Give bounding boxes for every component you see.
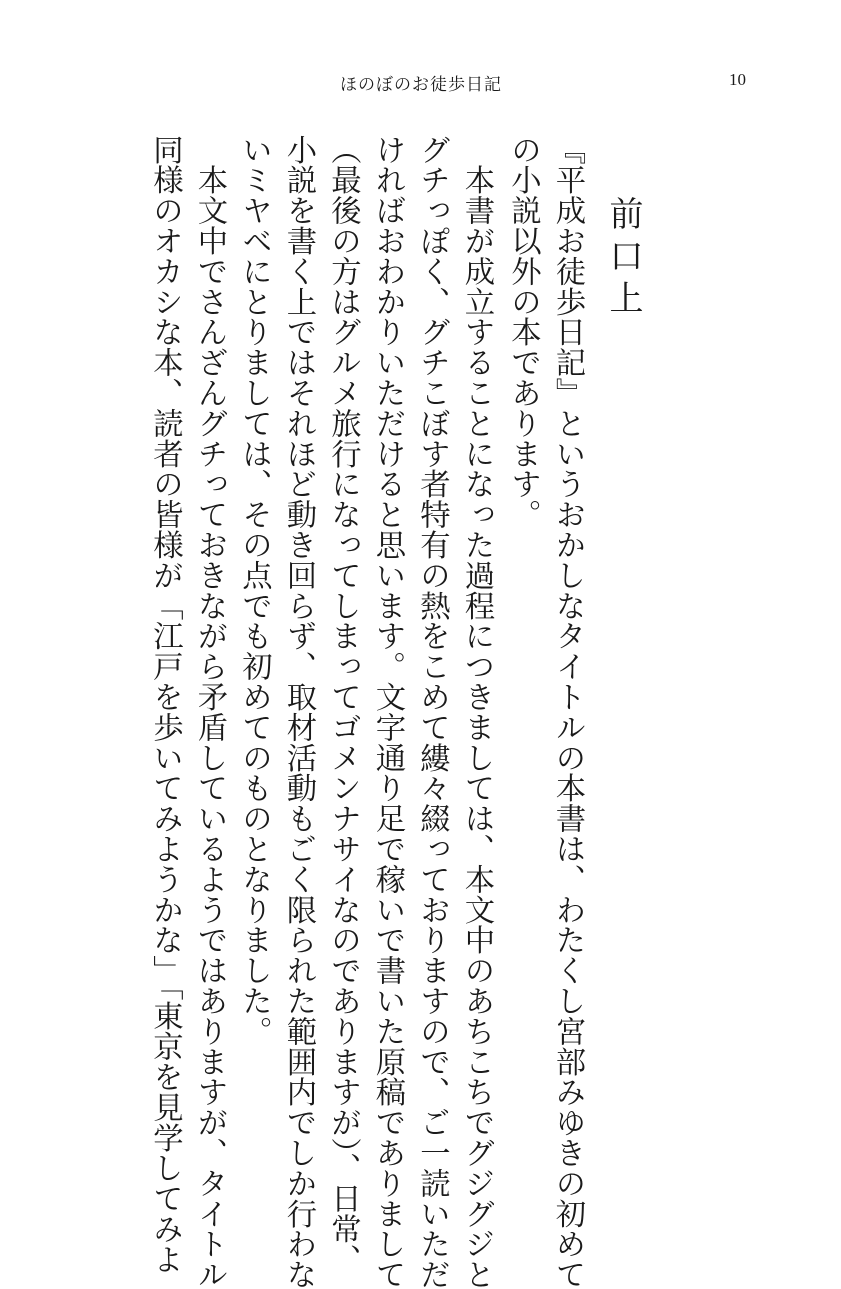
- body-line: 小説を書く上ではそれほど動き回らず、取材活動もごく限られた範囲内でしか行わな: [281, 134, 316, 1289]
- body-line: （最後の方はグルメ旅行になってしまってゴメンナサイなのでありますが）、日常、: [325, 134, 361, 1274]
- body-line: 同様のオカシな本、読者の皆様が「江戸を歩いてみようかな」「東京を見学してみよ: [147, 134, 183, 1274]
- body-line: 『平成お徒歩日記』というおかしなタイトルの本書は、わたくし宮部みゆきの初めて: [550, 134, 585, 1289]
- page-number: 10: [729, 70, 746, 89]
- running-title: ほのぼのお徒歩日記: [340, 75, 502, 95]
- body-line: いミヤベにとりましては、その点でも初めてのものとなりました。: [236, 134, 272, 1046]
- body-line: 本書が成立することになった過程につきましては、本文中のあちこちでグジグジと: [459, 134, 494, 1289]
- body-line: ければおわかりいただけると思います。文字通り足で稼いで書いた原稿でありまして: [370, 134, 405, 1289]
- body-line: 本文中でさんざんグチっておきながら矛盾しているようではありますが、タイトル: [192, 134, 227, 1289]
- chapter-title: 前口上: [603, 196, 643, 322]
- body-line: グチっぽく、グチこぼす者特有の熱をこめて縷々綴っておりますので、ご一読いただ: [414, 134, 450, 1289]
- body-line: の小説以外の本であります。: [505, 134, 541, 530]
- body-text-left-block: [92, 134, 498, 1289]
- body-text-right-block: [500, 134, 589, 1289]
